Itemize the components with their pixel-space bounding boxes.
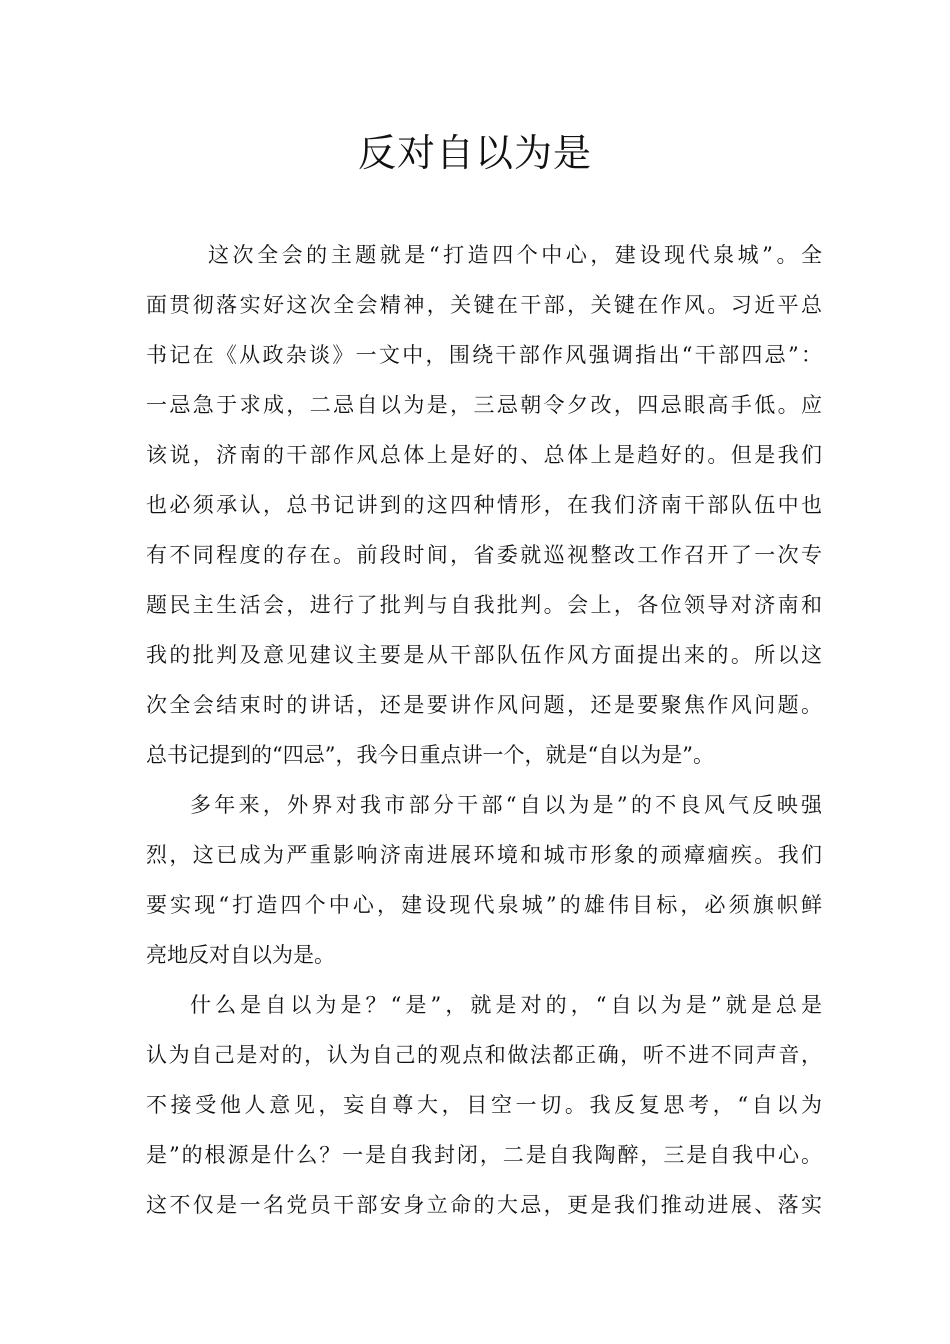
text-line: 亮地反对自以为是。 xyxy=(146,943,335,967)
text-line: 这次全会的主题就是“打造四个中心，建设现代泉城”。全 xyxy=(208,243,822,267)
document-title: 反对自以为是 xyxy=(357,131,592,175)
text-line: 什么是自以为是？“是”，就是对的，“自以为是”就是总是 xyxy=(190,993,822,1017)
text-line: 有不同程度的存在。前段时间，省委就巡视整改工作召开了一次专 xyxy=(146,543,822,567)
text-line: 也必须承认，总书记讲到的这四种情形，在我们济南干部队伍中也 xyxy=(146,493,822,517)
text-line: 面贯彻落实好这次全会精神，关键在干部，关键在作风。习近平总 xyxy=(146,293,822,317)
text-line: 次全会结束时的讲话，还是要讲作风问题，还是要聚焦作风问题。 xyxy=(146,693,822,717)
document-body xyxy=(146,230,822,1230)
text-line: 认为自己是对的，认为自己的观点和做法都正确，听不进不同声音， xyxy=(146,1043,822,1067)
text-line: 题民主生活会，进行了批判与自我批判。会上，各位领导对济南和 xyxy=(146,593,822,617)
text-line: 要实现“打造四个中心，建设现代泉城”的雄伟目标，必须旗帜鲜 xyxy=(146,893,822,917)
text-line: 不接受他人意见，妄自尊大，目空一切。我反复思考，“自以为 xyxy=(146,1093,822,1117)
text-line: 我的批判及意见建议主要是从干部队伍作风方面提出来的。所以这 xyxy=(146,643,822,667)
text-line: 书记在《从政杂谈》一文中，围绕干部作风强调指出“干部四忌”： xyxy=(146,343,822,367)
text-line: 这不仅是一名党员干部安身立命的大忌，更是我们推动进展、落实 xyxy=(146,1193,822,1217)
text-line: 是”的根源是什么？一是自我封闭，二是自我陶醉，三是自我中心。 xyxy=(146,1143,822,1167)
text-line: 多年来，外界对我市部分干部“自以为是”的不良风气反映强 xyxy=(190,793,822,817)
text-line: 该说，济南的干部作风总体上是好的、总体上是趋好的。但是我们 xyxy=(146,443,822,467)
text-line: 一忌急于求成，二忌自以为是，三忌朝令夕改，四忌眼高手低。应 xyxy=(146,393,822,417)
text-line: 总书记提到的“四忌”，我今日重点讲一个，就是“自以为是”。 xyxy=(146,743,714,767)
text-line: 烈，这已成为严重影响济南进展环境和城市形象的顽瘴痼疾。我们 xyxy=(146,843,822,867)
